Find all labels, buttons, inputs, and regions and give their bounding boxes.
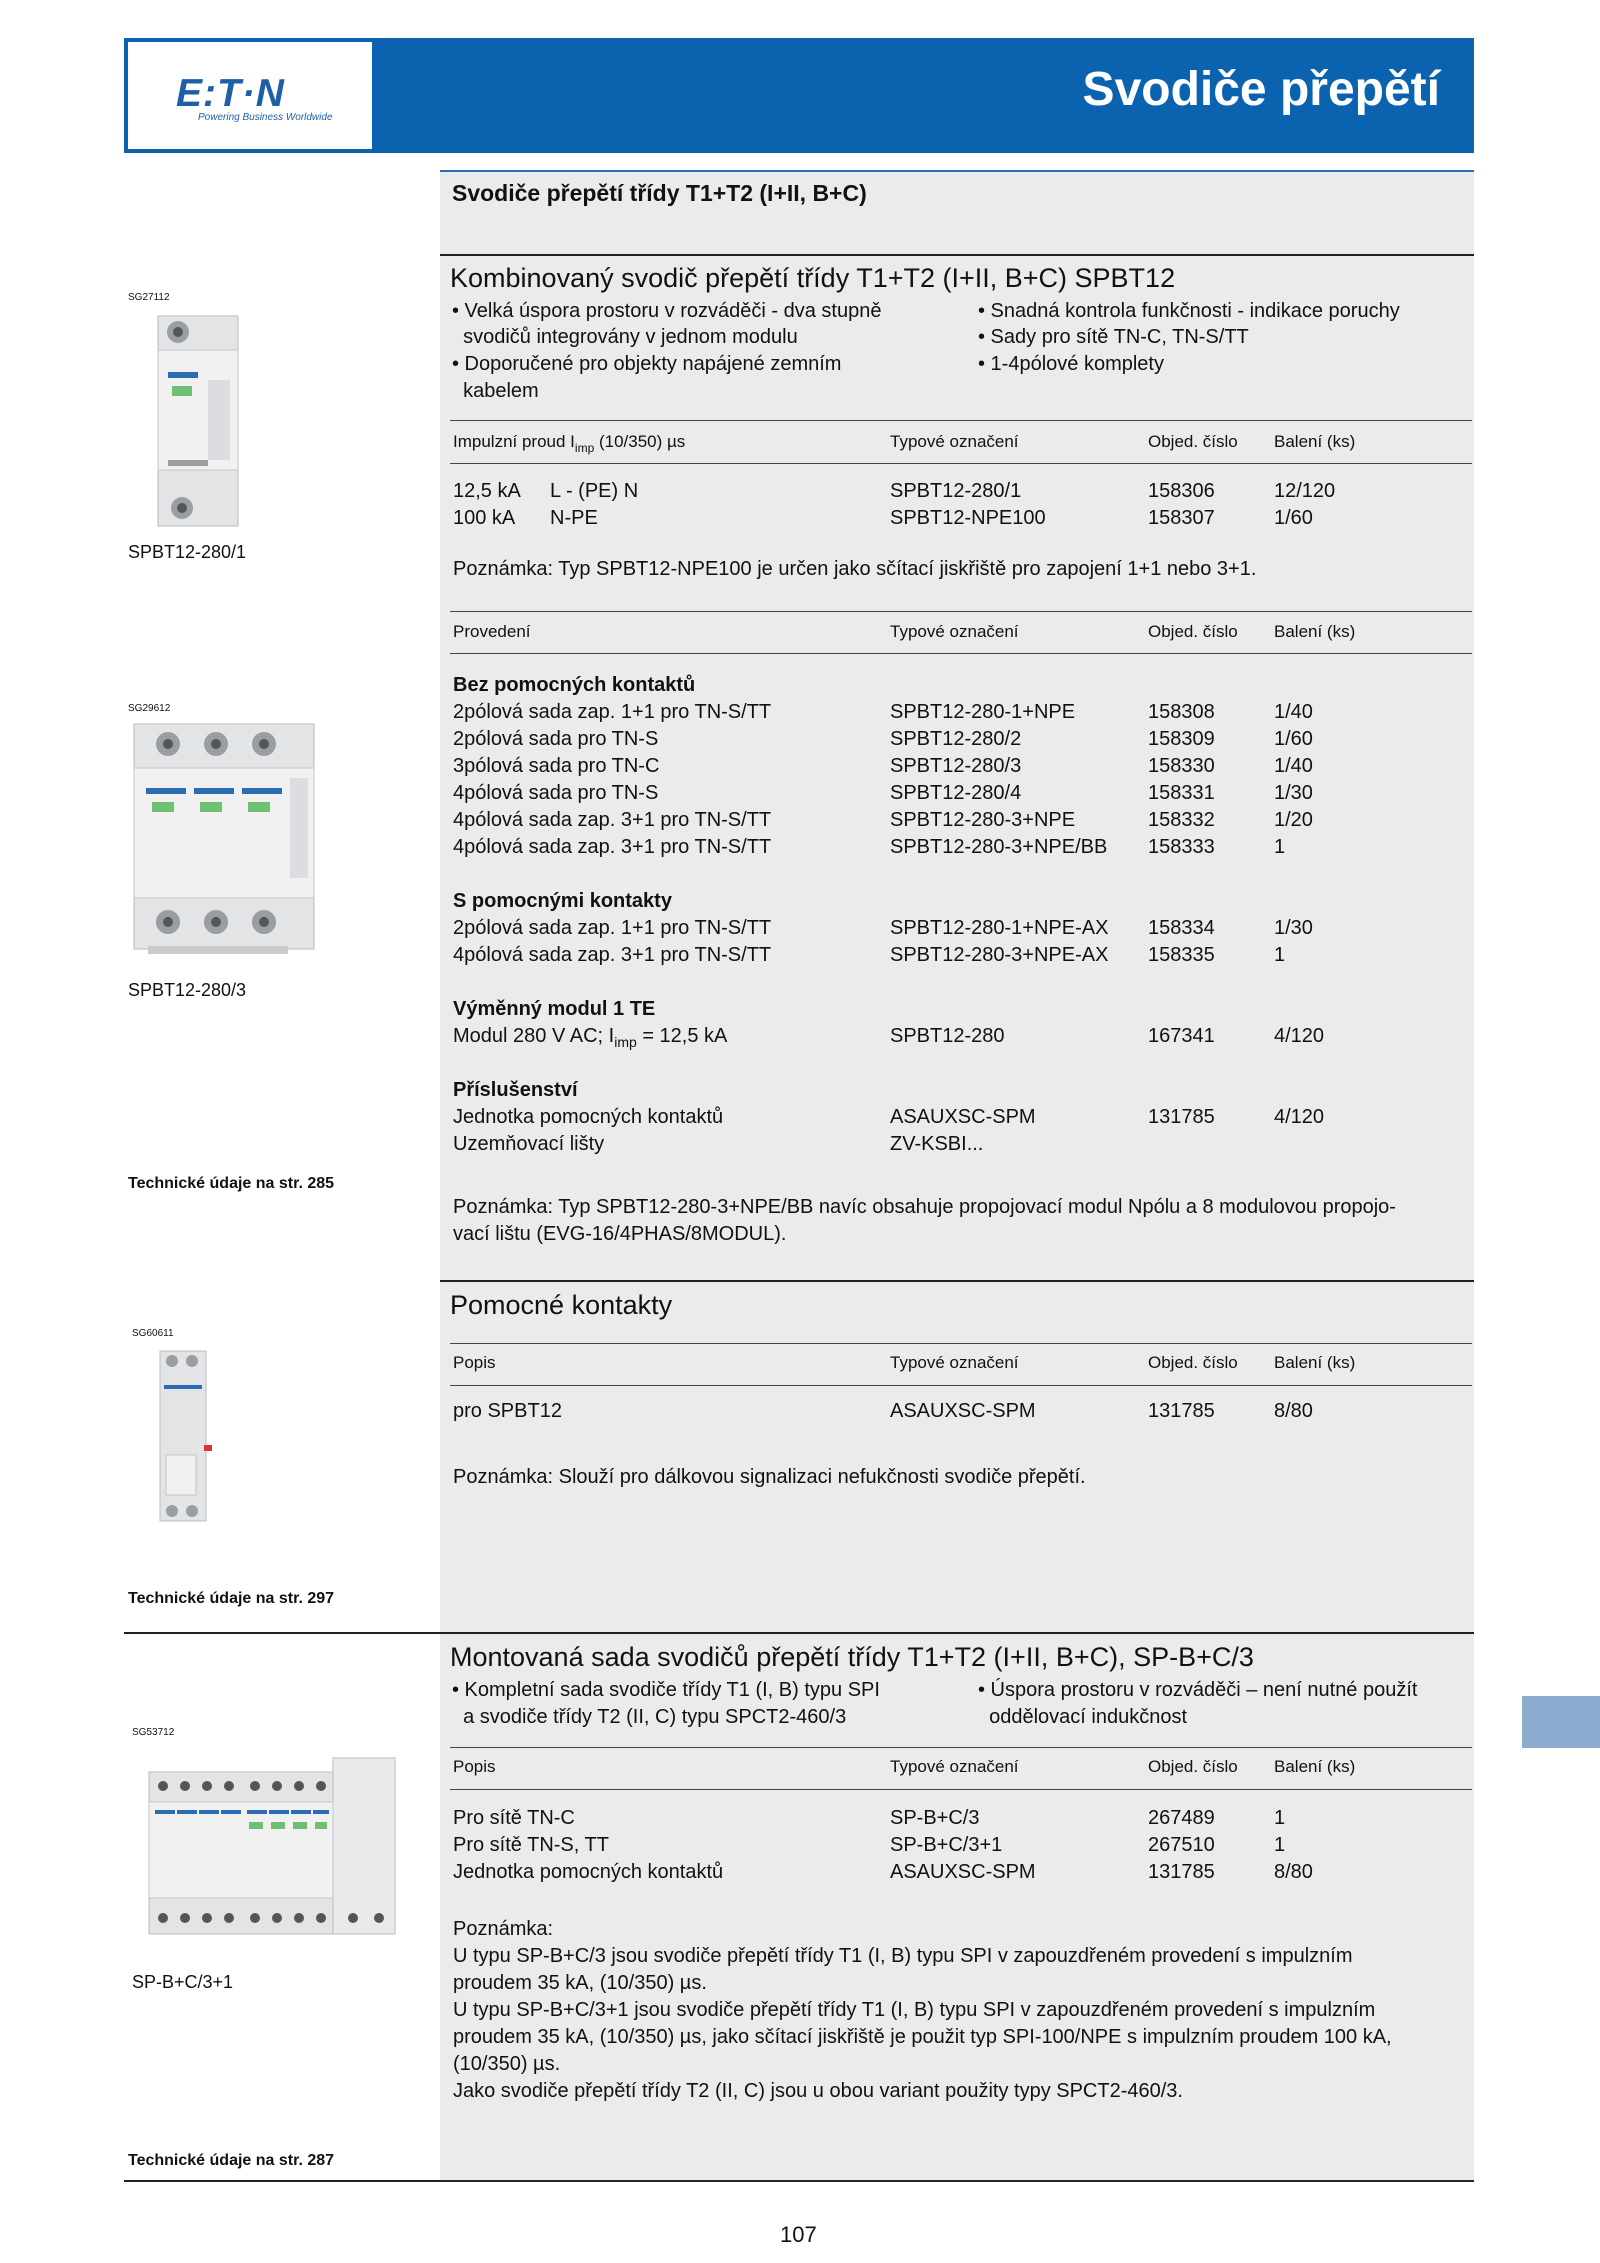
table-cell: 2pólová sada zap. 1+1 pro TN-S/TT [453, 701, 772, 723]
table-cell: SPBT12-280-3+NPE-AX [890, 944, 1109, 966]
bullet: • Úspora prostoru v rozváděči – není nutné použít [978, 1679, 1418, 1701]
product-image-spbt12-280-1 [150, 310, 245, 530]
chapter-tab[interactable] [1522, 1696, 1600, 1748]
section-rule [440, 254, 1474, 256]
bullet: svodičů integrovány v jednom modulu [452, 326, 798, 348]
image-code: SG53712 [132, 1727, 175, 1738]
table-cell: 12,5 kA [453, 480, 521, 502]
footer-rule [124, 2180, 1474, 2182]
table-cell: 4/120 [1274, 1106, 1325, 1128]
note: (10/350) µs. [453, 2053, 561, 2075]
table-header-current: Impulzní proud $I_{imp}$ (10/350) µs [453, 432, 686, 455]
note: Poznámka: Slouží pro dálkovou signalizaci nefukčnosti svodiče přepětí. [453, 1466, 1086, 1488]
bullet: • Velká úspora prostoru v rozváděči - dva stupně [452, 300, 882, 322]
table-cell: 1 [1274, 836, 1286, 858]
note: Poznámka: [453, 1918, 554, 1940]
table-cell: Uzemňovací lišty [453, 1133, 605, 1155]
table-cell: SPBT12-280-1+NPE [890, 701, 1076, 723]
table-header-type: Typové označení [890, 1353, 1019, 1372]
table-cell: SPBT12-280 [890, 1025, 1005, 1047]
table-header-type: Typové označení [890, 1757, 1019, 1776]
table-header-desc: Popis [453, 1757, 496, 1776]
table-cell: 158335 [1148, 944, 1215, 966]
table-cell: Modul 280 V AC; $I_{imp} = 12,5$ kA [453, 1025, 728, 1050]
spbt12-title: Kombinovaný svodič přepětí třídy T1+T2 (I+II, B+C) SPBT12 [450, 263, 1176, 293]
table-cell: Pro sítě TN-C [453, 1807, 575, 1829]
table-cell: Jednotka pomocných kontaktů [453, 1106, 724, 1128]
table-cell: 158306 [1148, 480, 1215, 502]
table-header-pack: Balení (ks) [1274, 1757, 1356, 1776]
table-cell: Jednotka pomocných kontaktů [453, 1861, 724, 1883]
table-cell: Pro sítě TN-S, TT [453, 1834, 609, 1856]
tech-ref[interactable]: Technické údaje na str. 287 [128, 2152, 335, 2169]
image-code: SG60611 [132, 1328, 174, 1339]
logo-tagline: Powering Business Worldwide [198, 112, 333, 123]
table-cell: 1/40 [1274, 755, 1313, 777]
table-header-order: Objed. číslo [1148, 1757, 1238, 1776]
table-cell: 1/60 [1274, 507, 1313, 529]
table-cell: ZV-KSBI... [890, 1133, 984, 1155]
section-rule [124, 1632, 1474, 1634]
product-image-asauxsc-spm [148, 1345, 218, 1525]
table-cell: 131785 [1148, 1400, 1215, 1422]
table-header-order: Objed. číslo [1148, 1353, 1238, 1372]
table-cell: SP-B+C/3 [890, 1807, 980, 1829]
table-rule [450, 1789, 1472, 1790]
bullet: a svodiče třídy T2 (II, C) typu SPCT2-460/3 [452, 1706, 847, 1728]
table-cell: 158332 [1148, 809, 1215, 831]
page-number: 107 [780, 2222, 817, 2247]
table-cell: 1 [1274, 944, 1286, 966]
note: Jako svodiče přepětí třídy T2 (II, C) jsou u obou variant použity typy SPCT2-460/3. [453, 2080, 1183, 2102]
table-cell: 167341 [1148, 1025, 1215, 1047]
table-cell: 8/80 [1274, 1861, 1313, 1883]
table-cell: 1/40 [1274, 701, 1313, 723]
bullet: kabelem [452, 380, 539, 402]
table-header-desc: Popis [453, 1353, 496, 1372]
table-cell: 1/20 [1274, 809, 1313, 831]
table-cell: SPBT12-280/3 [890, 755, 1022, 777]
tech-ref[interactable]: Technické údaje na str. 285 [128, 1175, 335, 1192]
product-image-sp-b-c-3-1 [143, 1742, 401, 1942]
table-cell: ASAUXSC-SPM [890, 1400, 1036, 1422]
table-cell: 158334 [1148, 917, 1215, 939]
table-header-variant: Provedení [453, 622, 531, 641]
table-cell: 267510 [1148, 1834, 1215, 1856]
table-rule [450, 611, 1472, 612]
group-title: S pomocnými kontakty [453, 890, 672, 912]
image-code: SG27112 [128, 292, 170, 303]
table-cell: SPBT12-280-1+NPE-AX [890, 917, 1109, 939]
group-title: Výměnný modul 1 TE [453, 998, 656, 1020]
table-cell: SPBT12-280-3+NPE/BB [890, 836, 1108, 858]
table-cell: 158308 [1148, 701, 1215, 723]
table-rule [450, 420, 1472, 421]
table-cell: 2pólová sada zap. 1+1 pro TN-S/TT [453, 917, 772, 939]
image-code: SG29612 [128, 703, 171, 714]
table-cell: 8/80 [1274, 1400, 1313, 1422]
table-cell: 1/30 [1274, 782, 1313, 804]
table-cell: 158309 [1148, 728, 1215, 750]
table-cell: 1 [1274, 1834, 1286, 1856]
bullet: • Snadná kontrola funkčnosti - indikace poruchy [978, 300, 1400, 322]
table-cell: SPBT12-280/4 [890, 782, 1022, 804]
table-rule [450, 463, 1472, 464]
table-cell: 158333 [1148, 836, 1215, 858]
table-cell: 1/30 [1274, 917, 1313, 939]
table-rule [450, 653, 1472, 654]
table-header-order: Objed. číslo [1148, 432, 1238, 451]
table-cell: SPBT12-280/2 [890, 728, 1022, 750]
table-cell: 4pólová sada zap. 3+1 pro TN-S/TT [453, 944, 772, 966]
aux-title: Pomocné kontakty [450, 1290, 673, 1320]
bullet: oddělovací indukčnost [978, 1706, 1188, 1728]
table-cell: 158331 [1148, 782, 1215, 804]
table-rule [450, 1385, 1472, 1386]
note: Poznámka: Typ SPBT12-NPE100 je určen jako sčítací jiskřiště pro zapojení 1+1 nebo 3+1. [453, 558, 1257, 580]
table-cell: 267489 [1148, 1807, 1215, 1829]
table-header-type: Typové označení [890, 622, 1019, 641]
note: proudem 35 kA, (10/350) µs, jako sčítací jiskřiště je použit typ SPI-100/NPE s impulzním proudem 100 kA, [453, 2026, 1392, 2048]
eaton-logo [128, 42, 372, 149]
table-cell: SPBT12-280-3+NPE [890, 809, 1076, 831]
table-cell: 3pólová sada pro TN-C [453, 755, 660, 777]
tech-ref[interactable]: Technické údaje na str. 297 [128, 1590, 335, 1607]
logo-wordmark: E:T·N [176, 72, 285, 115]
bullet: • Kompletní sada svodiče třídy T1 (I, B) typu SPI [452, 1679, 880, 1701]
table-header-pack: Balení (ks) [1274, 1353, 1356, 1372]
table-cell: pro SPBT12 [453, 1400, 562, 1422]
bullet: • Sady pro sítě TN-C, TN-S/TT [978, 326, 1249, 348]
image-caption: SPBT12-280/3 [128, 980, 247, 1000]
section-main-title: Svodiče přepětí třídy T1+T2 (I+II, B+C) [452, 180, 867, 206]
table-cell: ASAUXSC-SPM [890, 1106, 1036, 1128]
table-cell: 4/120 [1274, 1025, 1325, 1047]
table-cell: 4pólová sada zap. 3+1 pro TN-S/TT [453, 836, 772, 858]
table-cell: 1/60 [1274, 728, 1313, 750]
table-header-pack: Balení (ks) [1274, 622, 1356, 641]
table-cell: SPBT12-NPE100 [890, 507, 1046, 529]
table-cell: 2pólová sada pro TN-S [453, 728, 659, 750]
table-cell: 158307 [1148, 507, 1215, 529]
product-image-spbt12-280-3 [128, 718, 323, 958]
table-rule [450, 1343, 1472, 1344]
table-cell: 4pólová sada zap. 3+1 pro TN-S/TT [453, 809, 772, 831]
note: U typu SP-B+C/3+1 jsou svodiče přepětí třídy T1 (I, B) typu SPI v zapouzdřeném provedení s impulzním [453, 1999, 1376, 2021]
table-cell: L - (PE) N [550, 480, 639, 502]
table-header-order: Objed. číslo [1148, 622, 1238, 641]
section-rule [440, 1280, 1474, 1282]
bullet: • 1-4pólové komplety [978, 353, 1164, 375]
bullet: • Doporučené pro objekty napájené zemním [452, 353, 842, 375]
note: proudem 35 kA, (10/350) µs. [453, 1972, 707, 1994]
table-rule [450, 1747, 1472, 1748]
page-title: Svodiče přepětí [1082, 63, 1440, 116]
group-title: Příslušenství [453, 1079, 578, 1101]
image-caption: SPBT12-280/1 [128, 542, 247, 562]
group-title: Bez pomocných kontaktů [453, 674, 696, 696]
table-cell: 1 [1274, 1807, 1286, 1829]
table-cell: SPBT12-280/1 [890, 480, 1022, 502]
table-cell: SP-B+C/3+1 [890, 1834, 1003, 1856]
table-cell: 100 kA [453, 507, 516, 529]
table-cell: 131785 [1148, 1106, 1215, 1128]
table-cell: 131785 [1148, 1861, 1215, 1883]
table-cell: ASAUXSC-SPM [890, 1861, 1036, 1883]
table-header-pack: Balení (ks) [1274, 432, 1356, 451]
table-header-type: Typové označení [890, 432, 1019, 451]
note: Poznámka: Typ SPBT12-280-3+NPE/BB navíc obsahuje propojovací modul Npólu a 8 modulovou propojo- [453, 1196, 1396, 1218]
note: U typu SP-B+C/3 jsou svodiče přepětí třídy T1 (I, B) typu SPI v zapouzdřeném provedení s impulzním [453, 1945, 1353, 1967]
table-cell: 158330 [1148, 755, 1215, 777]
table-cell: 12/120 [1274, 480, 1336, 502]
image-caption: SP-B+C/3+1 [132, 1972, 234, 1992]
spbc-title: Montovaná sada svodičů přepětí třídy T1+T2 (I+II, B+C), SP-B+C/3 [450, 1642, 1254, 1672]
table-cell: 4pólová sada pro TN-S [453, 782, 659, 804]
note: vací lištu (EVG-16/4PHAS/8MODUL). [453, 1223, 787, 1245]
table-cell: N-PE [550, 507, 598, 529]
